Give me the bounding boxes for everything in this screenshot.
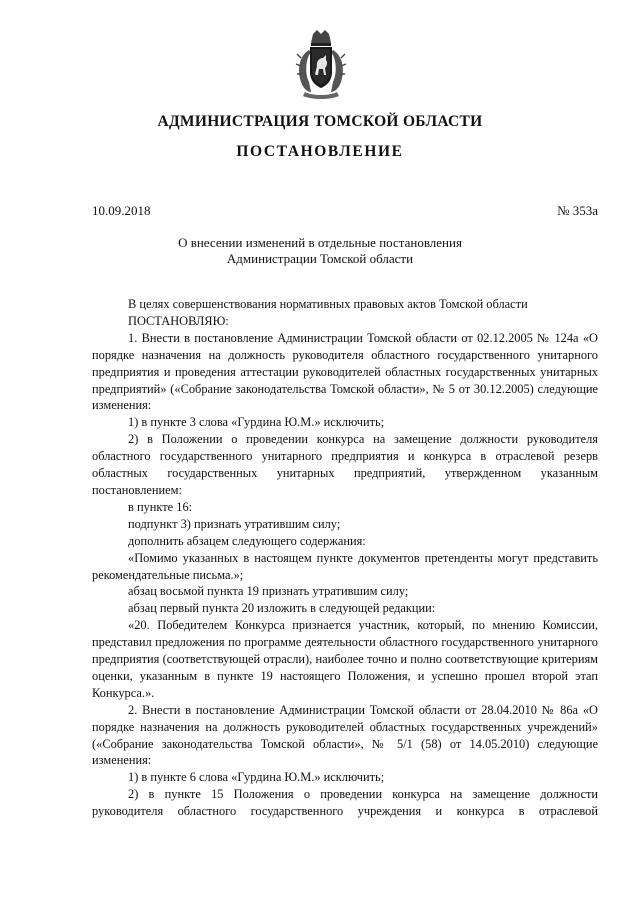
paragraph-item-1: 1. Внести в постановление Администрации Томской области от 02.12.2005 № 124а «О порядке назначения на должность руководителя областного государственного унитарного предприятия и проведения аттестации руководителей областных государственных унитарных предприятий» («Собрание законодательства Томской области», № 5 от 30.12.2005) следующие изменения:	[92, 330, 598, 413]
document-type: ПОСТАНОВЛЕНИЕ	[236, 143, 404, 160]
coat-of-arms-icon	[295, 30, 347, 100]
paragraph-add-abzac: дополнить абзацем следующего содержания:	[128, 533, 366, 548]
paragraph-item-2-1: 1) в пункте 6 слова «Гурдина Ю.М.» исключить;	[128, 770, 385, 785]
paragraph-item-1-1: 1) в пункте 3 слова «Гурдина Ю.М.» исключить;	[128, 415, 385, 430]
document-date: 10.09.2018	[92, 203, 151, 218]
subject-line-2: Администрации Томской области	[226, 251, 414, 267]
document-number: № 353а	[557, 203, 598, 218]
paragraph-item-1-2: 2) в Положении о проведении конкурса на замещение должности руководителя областного государственного унитарного предприятия и конкурса в отраслевой резерв областных государственных унитарных предприятий, утвержденном указанным постановлением:	[92, 432, 598, 497]
organization-title: АДМИНИСТРАЦИЯ ТОМСКОЙ ОБЛАСТИ	[157, 113, 483, 130]
subject-line-1: О внесении изменений в отдельные постановления	[178, 235, 462, 250]
document-body	[92, 296, 598, 820]
document-subject	[0, 235, 640, 268]
paragraph-item-2-2: 2) в пункте 15 Положения о проведении конкурса на замещение должности руководителя областного государственного учреждения и конкурса в отраслевой	[92, 787, 598, 819]
paragraph-quote-20: «20. Победителем Конкурса признается участник, который, по мнению Комиссии, представил предложения по программе деятельности областного государственного унитарного предприятия (соответствующей отрасли), наиболее точно и полно соответствующие критериям оценки, указанным в пункте 19 настоящего Положения, и успешно прошел второй этап Конкурса.».	[92, 618, 598, 700]
paragraph-resolve: ПОСТАНОВЛЯЮ:	[128, 313, 229, 328]
paragraph-quote-letters: «Помимо указанных в настоящем пункте документов претенденты могут представить рекомендательные письма.»;	[92, 550, 598, 582]
paragraph-subpoint-3: подпункт 3) признать утратившим силу;	[128, 516, 341, 531]
paragraph-point-16: в пункте 16:	[128, 499, 193, 514]
paragraph-item-2: 2. Внести в постановление Администрации Томской области от 28.04.2010 № 86а «О порядке назначения на должность руководителей областных государственных учреждений» («Собрание законодательства Томской области», № 5/1 (58) от 14.05.2010) следующие изменения:	[92, 702, 598, 768]
paragraph-point-19: абзац восьмой пункта 19 признать утратившим силу;	[128, 584, 409, 599]
paragraph-preamble: В целях совершенствования нормативных правовых актов Томской области	[128, 297, 528, 311]
paragraph-point-20: абзац первый пункта 20 изложить в следующей редакции:	[128, 601, 436, 616]
